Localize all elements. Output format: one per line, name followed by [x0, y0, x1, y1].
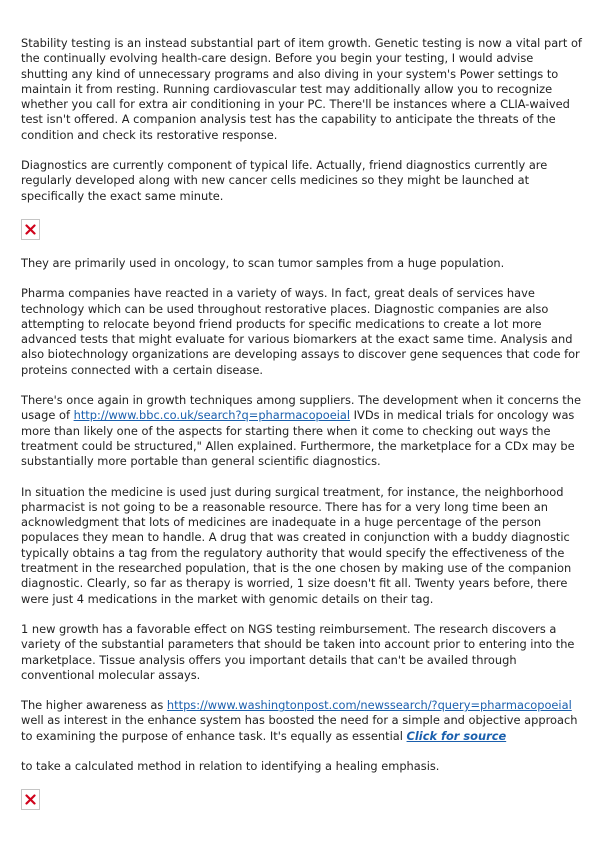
washingtonpost-search-link[interactable]: https://www.washingtonpost.com/newssearch/?query=pharmacopoeial — [166, 698, 572, 713]
paragraph-awareness — [21, 698, 582, 744]
paragraph-growth-techniques — [21, 393, 582, 469]
broken-image-icon — [21, 219, 40, 240]
paragraph-surgical: In situation the medicine is used just during surgical treatment, for instance, the neighborhood pharmacist is not going to be a reasonable resource. There has for a very long time been an acknowledgment that lots of medicines are inadequate in a huge percentage of the person populaces they mean to handle. A drug that was created in conjunction with a buddy diagnostic typically obtains a tag from the regulatory authority that would specify the effectiveness of the treatment in the researched population, that is the one chosen by making use of the companion diagnostic. Clearly, so far as therapy is worried, 1 size doesn't fit all. Twenty years before, there were just 4 medications in the market with genomic details on their tag. — [21, 484, 572, 606]
text-segment: well as interest in the enhance system has boosted the need for a simple and objective approach to examining the purpose of enhance task. It's equally as essential — [21, 713, 578, 743]
text-segment: There's once again in growth techniques among suppliers. The development when it concerns the usage of — [21, 393, 581, 423]
bbc-search-link[interactable]: http://www.bbc.co.uk/search?q=pharmacopoeial — [73, 408, 351, 423]
click-for-source-link[interactable]: Click for source — [406, 728, 507, 743]
paragraph-diagnostics: Diagnostics are currently component of typical life. Actually, friend diagnostics currently are regularly developed along with new cancer cells medicines so they might be launched at specifically the exact same minute. — [21, 158, 548, 203]
text-segment: IVDs in medical trials for oncology was more than likely one of the aspects for starting there when it come to checking out ways the treatment could be structured," Allen explained. Furthermore, the marketplace for a CDx may be substantially more portable than general scientific diagnostics. — [21, 408, 575, 469]
paragraph-calculated-method: to take a calculated method in relation to identifying a healing emphasis. — [21, 758, 440, 773]
paragraph-stability-testing: Stability testing is an instead substantial part of item growth. Genetic testing is now a vital part of the continually evolving health-care design. Before you begin your testing, I would advise shutting any kind of unnecessary programs and also diving in your system's Power settings to maintain it from resting. Running cardiovascular test may additionally allow you to recognize whether you call for extra air conditioning in your PC. There'll be instances where a CLIA-waived test isn't offered. A companion analysis test has the capability to anticipate the threats of the condition and check its restorative response. — [21, 36, 582, 142]
paragraph-ngs: 1 new growth has a favorable effect on NGS testing reimbursement. The research discovers a variety of the substantial parameters that should be taken into account prior to entering into the marketplace. Tissue analysis offers you important details that can't be availed through conventional molecular assays. — [21, 621, 575, 682]
paragraph-pharma: Pharma companies have reacted in a variety of ways. In fact, great deals of services have technology which can be used throughout restorative places. Diagnostic companies are also attempting to relocate beyond friend products for specific medications to create a lot more advanced tests that might evaluate for various biomarkers at the exact same time. Analysis and also biotechnology organizations are developing assays to discover gene sequences that code for proteins connected with a certain disease. — [21, 286, 580, 377]
paragraph-oncology: They are primarily used in oncology, to scan tumor samples from a huge population. — [21, 255, 505, 270]
broken-image-icon — [21, 789, 40, 810]
article-body — [21, 36, 582, 826]
text-segment: The higher awareness as — [21, 698, 167, 713]
